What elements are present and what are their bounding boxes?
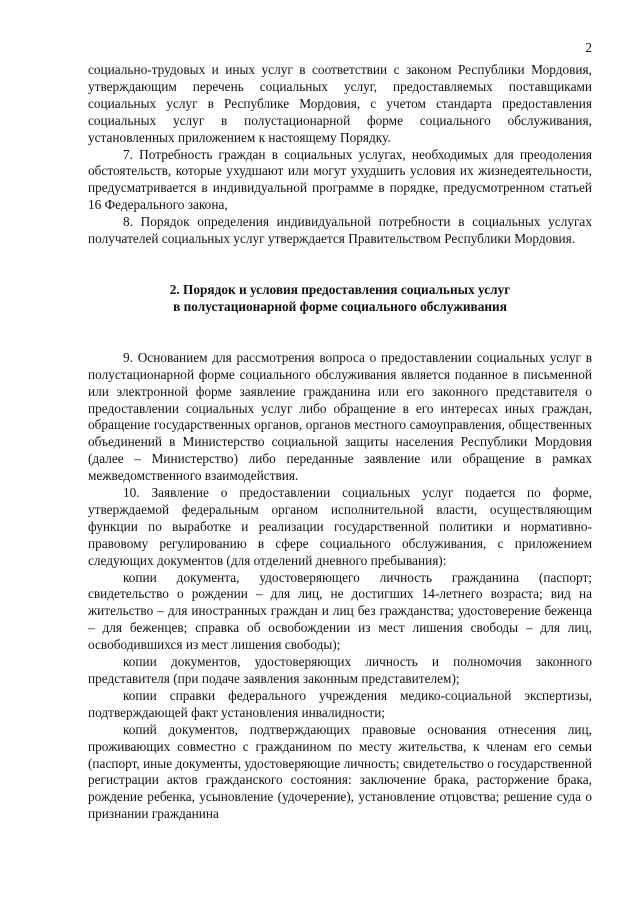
paragraph-7: 7. Потребность граждан в социальных услугах, необходимых для преодоления обстоятельств, которые ухудшают или могут ухудшить условия их жизнедеятельности, предусматривается в индивидуальной программе в порядке, предусмотренном статьей 16 Федерального закона, xyxy=(88,146,592,213)
paragraph-8: 8. Порядок определения индивидуальной потребности в социальных услугах получателей социальных услуг утверждается Правительством Республики Мордовия. xyxy=(88,214,592,247)
document-item-family: копий документов, подтверждающих правовые основания отнесения лиц, проживающих совместно с гражданином по месту жительства, к членам его семьи (паспорт, иные документы, удостоверяющие личность; свидетельство о государственной регистрации актов гражданского состояния: заключение брака, расторжение брака, рождение ребенка, усыновление (удочерение), установление отцовства; решение суда о признании гражданина xyxy=(88,721,592,822)
spacer xyxy=(88,265,592,282)
document-item-representative: копии документов, удостоверяющих личность и полномочия законного представителя (при подаче заявления законным представителем); xyxy=(88,654,592,686)
paragraph-continuation: социально-трудовых и иных услуг в соответствии с законом Республики Мордовия, утверждающим перечень социальных услуг, предоставляемых поставщиками социальных услуг в Республике Мордовия, с учетом стандарта предоставления социальных услуг в полустационарной форме социального обслуживания, установленных приложением к настоящему Порядку. xyxy=(88,62,592,145)
spacer xyxy=(88,316,592,333)
section-heading-line-2: в полустационарной форме социального обслуживания xyxy=(173,298,507,314)
document-item-identity: копии документа, удостоверяющего личность гражданина (паспорт; свидетельство о рождении – для лиц, не достигших 14-летнего возраста; вид на жительство – для иностранных граждан и лиц без гражданства; удостоверение беженца – для беженцев; справка об освобождении из мест лишения свободы – для лиц, освободившихся из мест лишения свободы); xyxy=(88,569,592,653)
paragraph-9: 9. Основанием для рассмотрения вопроса о предоставлении социальных услуг в полустационарной форме социального обслуживания является поданное в письменной или электронной форме заявление гражданина или его законного представителя о предоставлении социальных услуг либо обращение в его интересах иных граждан, обращение государственных органов, органов местного самоуправления, общественных объединений в Министерство социальной защиты населения Республики Мордовия (далее – Министерство) либо переданные заявление или обращение в рамках межведомственного взаимодействия. xyxy=(88,349,592,484)
spacer xyxy=(88,333,592,350)
document-item-disability: копии справки федерального учреждения медико-социальной экспертизы, подтверждающей факт установления инвалидности; xyxy=(88,687,592,720)
spacer xyxy=(88,248,592,265)
document-body xyxy=(88,62,592,823)
paragraph-10: 10. Заявление о предоставлении социальных услуг подается по форме, утверждаемой федеральным органом исполнительной власти, осуществляющим функции по выработке и реализации государственной политики и нормативно-правовому регулированию в сфере социального обслуживания, с приложением следующих документов (для отделений дневного пребывания): xyxy=(88,485,592,568)
section-heading-line-1: 2. Порядок и условия предоставления социальных услуг xyxy=(169,281,511,297)
page-number: 2 xyxy=(585,40,592,55)
